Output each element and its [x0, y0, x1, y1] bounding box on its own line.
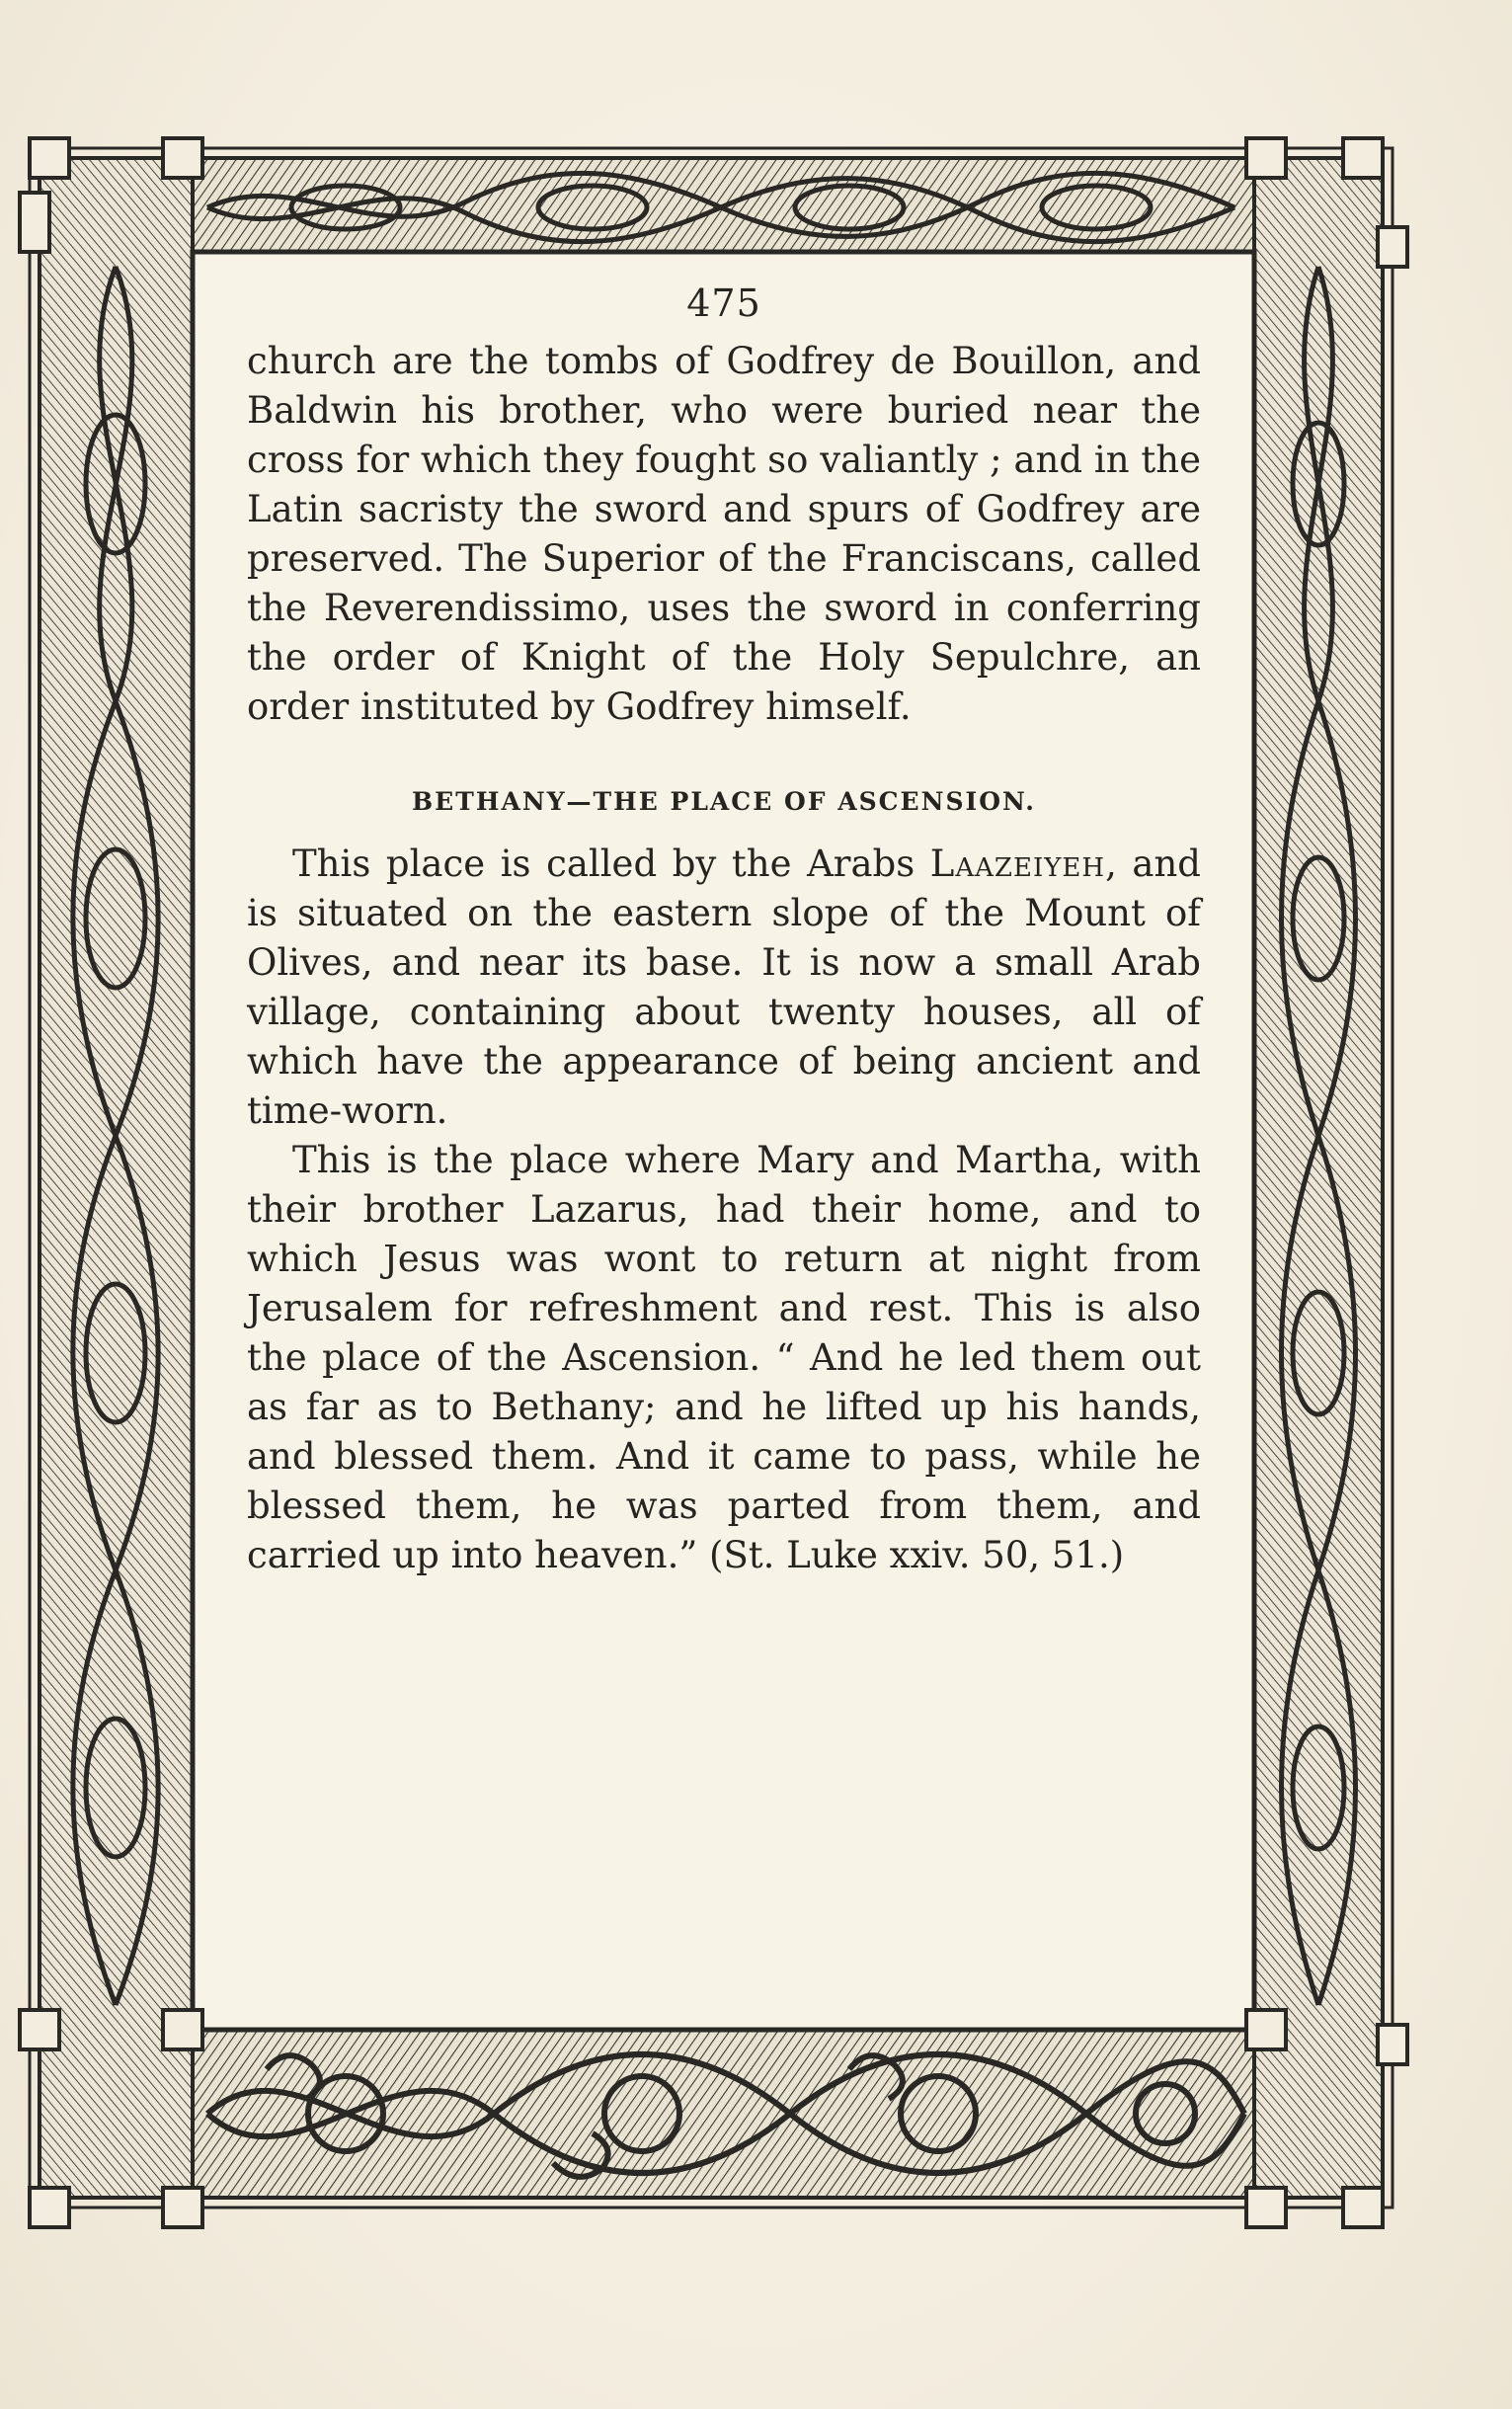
- paragraph-ascension: This is the place where Mary and Martha, with their brother Lazarus, had their home, and to which Jesus was wont to return at night from Jerusalem for refreshment and rest. This is also the place of the Ascension. “ And he led them out as far as to Bethany; and he lifted up his hands, and blessed them. And it came to pass, while he blessed them, he was parted from them, and carried up into heaven.” (St. Luke xxiv. 50, 51.): [247, 1139, 1201, 1576]
- page-number: 475: [686, 281, 761, 325]
- section-heading: BETHANY—THE PLACE OF ASCENSION.: [412, 787, 1036, 816]
- paragraph-bethany-rest: , and is situated on the eastern slope of the Mount of Olives, and near its base. It is now a small Arab village, containing about twenty houses, all of which have the appearance of being ancient and time-worn.: [247, 843, 1201, 1132]
- paragraph-bethany-start: This place is called by the Arabs: [292, 843, 930, 885]
- place-name-laazeiyeh: Laazeiyeh: [929, 843, 1106, 885]
- paragraph-continued: church are the tombs of Godfrey de Bouillon, and Baldwin his brother, who were buried near the cross for which they fought so valiantly ; and in the Latin sacristy the sword and spurs of Godfrey are preserved. The Superior of the Franciscans, called the Reverendissimo, uses the sword in conferring the order of Knight of the Holy Sepulchre, an order instituted by Godfrey himself.: [247, 340, 1201, 728]
- paragraph-bethany: [247, 840, 1201, 1136]
- text-panel: [247, 281, 1201, 1580]
